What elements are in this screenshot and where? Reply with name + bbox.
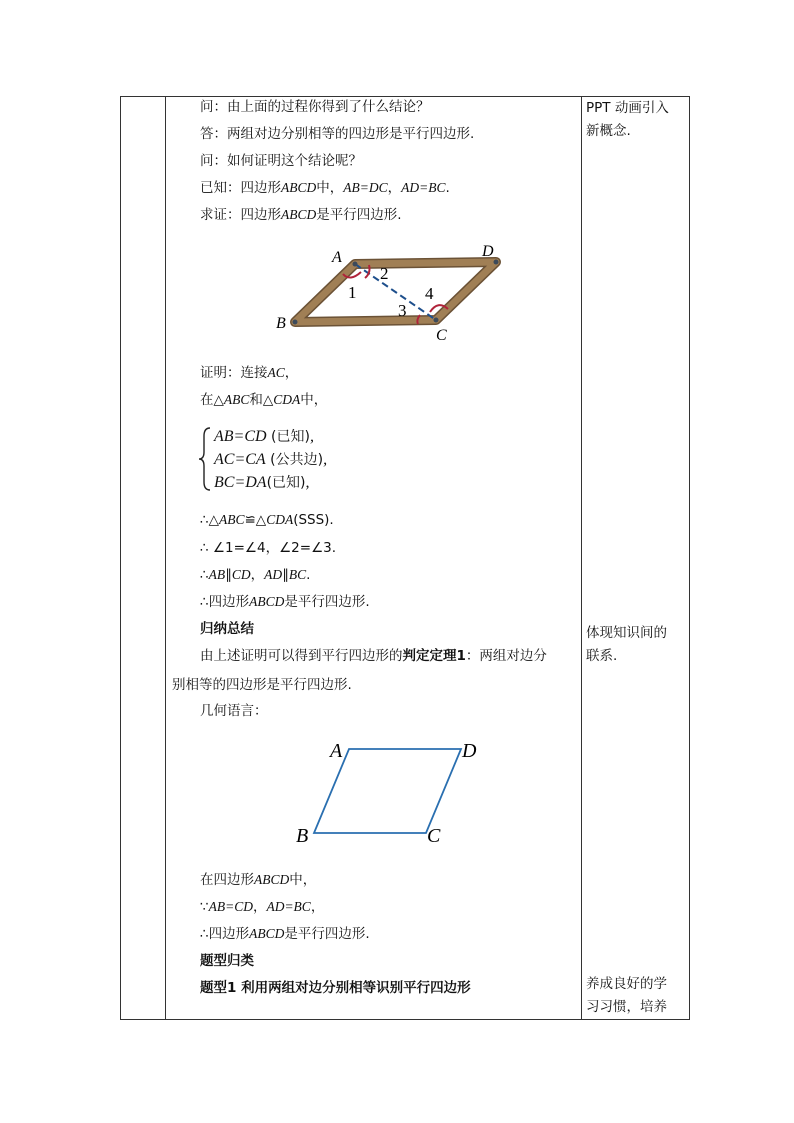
system-line-3: BC=DA(已知), — [214, 474, 310, 491]
note-habits-line-2: 习习惯，培养 — [586, 999, 667, 1015]
in-quadrilateral: 在四边形ABCD中， — [200, 872, 317, 888]
label-d: D — [482, 243, 494, 260]
column-divider-1 — [165, 97, 166, 1019]
vertex-c — [434, 318, 439, 323]
angle-label-1: 1 — [348, 283, 357, 302]
vertex-b — [293, 320, 298, 325]
parallelogram-plank-figure — [270, 238, 510, 348]
type-1-title: 题型1 利用两组对边分别相等识别平行四边形 — [200, 980, 471, 996]
therefore-statement: ∴四边形ABCD是平行四边形. — [200, 926, 370, 942]
conclusion-congruent: ∴△ABC≌△CDA(SSS). — [200, 512, 334, 528]
answer-1: 答：两组对边分别相等的四边形是平行四边形. — [200, 126, 475, 142]
conclusion-parallel: ∴AB∥CD，AD∥BC. — [200, 567, 311, 583]
left-brace — [198, 426, 212, 492]
label-c-2: C — [427, 825, 441, 847]
conclusion-parallelogram: ∴四边形ABCD是平行四边形. — [200, 594, 370, 610]
question-1: 问：由上面的过程你得到了什么结论？ — [200, 99, 430, 115]
note-animation — [586, 97, 686, 143]
angle-label-2: 2 — [380, 264, 389, 283]
column-divider-2 — [581, 97, 582, 1019]
angle-label-3: 3 — [398, 301, 407, 320]
system-line-2: AC=CA (公共边), — [214, 451, 328, 468]
note-connection-line-1: 体现知识间的 — [586, 625, 667, 641]
label-c: C — [436, 327, 447, 344]
label-a: A — [332, 249, 342, 266]
question-2: 问：如何证明这个结论呢？ — [200, 153, 362, 169]
note-animation-line-1: PPT 动画引入 — [586, 100, 669, 116]
label-a-2: A — [330, 740, 343, 762]
system-line-1: AB=CD (已知), — [214, 428, 314, 445]
angle-label-4: 4 — [425, 284, 434, 303]
in-triangles: 在△ABC和△CDA中， — [200, 392, 328, 408]
type-heading: 题型归类 — [200, 953, 254, 969]
note-habits — [586, 973, 686, 1019]
label-b-2: B — [296, 825, 309, 847]
note-connection-line-2: 联系. — [586, 648, 618, 664]
note-habits-line-1: 养成良好的学 — [586, 976, 667, 992]
diagonal-ac — [355, 264, 436, 320]
proof-start: 证明：连接AC， — [200, 365, 299, 381]
note-connection — [586, 622, 686, 668]
vertex-a — [353, 262, 358, 267]
because-statement: ∵AB=CD，AD=BC， — [200, 899, 325, 915]
summary-text-line-2: 别相等的四边形是平行四边形. — [172, 677, 352, 693]
given-statement: 已知：四边形ABCD中，AB=DC，AD=BC. — [200, 180, 450, 196]
summary-heading: 归纳总结 — [200, 621, 254, 637]
conclusion-angles: ∴ ∠1=∠4，∠2=∠3. — [200, 540, 337, 556]
note-animation-line-2: 新概念. — [586, 123, 631, 139]
vertex-d — [494, 260, 499, 265]
label-d-2: D — [462, 740, 477, 762]
prove-statement: 求证：四边形ABCD是平行四边形. — [200, 207, 402, 223]
label-b: B — [276, 315, 286, 332]
geometry-language-label: 几何语言： — [200, 703, 268, 719]
parallelogram-outline-figure — [290, 736, 490, 852]
summary-text-line-1: 由上述证明可以得到平行四边形的判定定理1：两组对边分 — [200, 648, 547, 664]
